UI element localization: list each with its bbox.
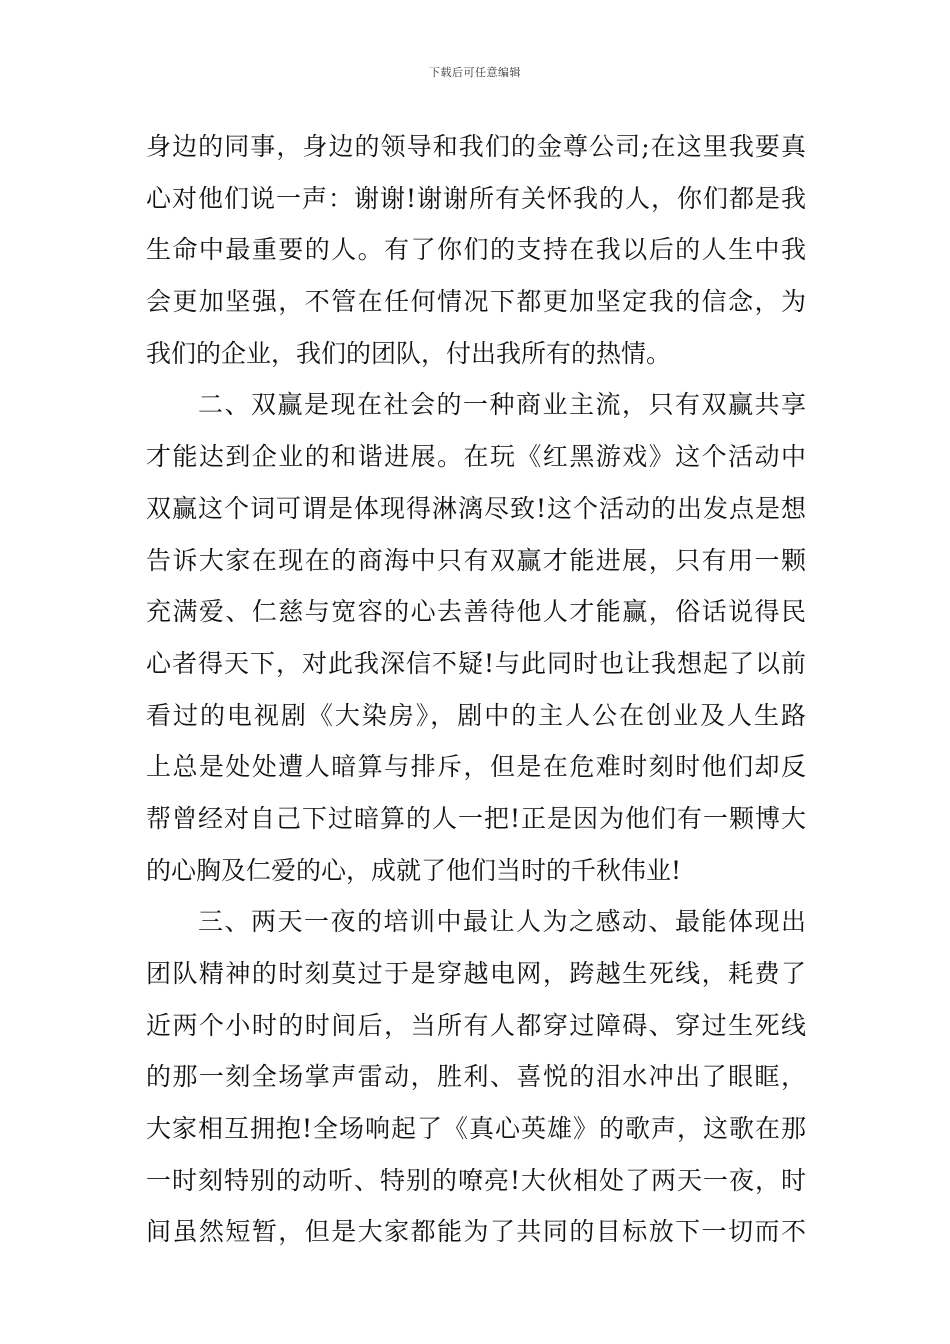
text-line: 心者得天下，对此我深信不疑!与此同时也让我想起了以前	[146, 648, 806, 678]
text-line: 才能达到企业的和谐进展。在玩《红黑游戏》这个活动中	[146, 442, 806, 472]
text-line: 二、双赢是现在社会的一种商业主流，只有双赢共享	[198, 390, 806, 420]
text-line: 上总是处处遭人暗算与排斥，但是在危难时刻时他们却反	[146, 752, 806, 782]
text-line: 间虽然短暂，但是大家都能为了共同的目标放下一切而不	[146, 1217, 806, 1247]
text-line: 一时刻特别的动听、特别的嘹亮!大伙相处了两天一夜，时	[146, 1165, 806, 1195]
text-line: 心对他们说一声：谢谢!谢谢所有关怀我的人，你们都是我	[146, 183, 806, 213]
text-line: 告诉大家在现在的商海中只有双赢才能进展，只有用一颗	[146, 545, 806, 575]
page-header: 下载后可任意编辑	[429, 66, 521, 79]
text-line: 充满爱、仁慈与宽容的心去善待他人才能赢，俗话说得民	[146, 597, 806, 627]
text-line: 生命中最重要的人。有了你们的支持在我以后的人生中我	[146, 235, 806, 265]
text-line: 近两个小时的时间后，当所有人都穿过障碍、穿过生死线	[146, 1010, 806, 1040]
text-line: 团队精神的时刻莫过于是穿越电网，跨越生死线，耗费了	[146, 959, 806, 988]
text-line: 大家相互拥抱!全场响起了《真心英雄》的歌声，这歌在那	[146, 1114, 806, 1144]
text-line: 我们的企业，我们的团队，付出我所有的热情。	[146, 338, 672, 368]
text-line: 的那一刻全场掌声雷动，胜利、喜悦的泪水冲出了眼眶，	[146, 1062, 806, 1092]
text-line: 身边的同事，身边的领导和我们的金尊公司;在这里我要真	[146, 132, 806, 161]
text-line: 三、两天一夜的培训中最让人为之感动、最能体现出	[198, 907, 806, 937]
body-text	[146, 121, 806, 1258]
text-line: 帮曾经对自己下过暗算的人一把!正是因为他们有一颗博大	[146, 803, 806, 833]
text-line: 的心胸及仁爱的心，成就了他们当时的千秋伟业!	[146, 855, 682, 885]
text-line: 会更加坚强，不管在任何情况下都更加坚定我的信念，为	[146, 287, 806, 317]
text-line: 双赢这个词可谓是体现得淋漓尽致!这个活动的出发点是想	[146, 493, 806, 523]
text-line: 看过的电视剧《大染房》，剧中的主人公在创业及人生路	[146, 700, 806, 730]
